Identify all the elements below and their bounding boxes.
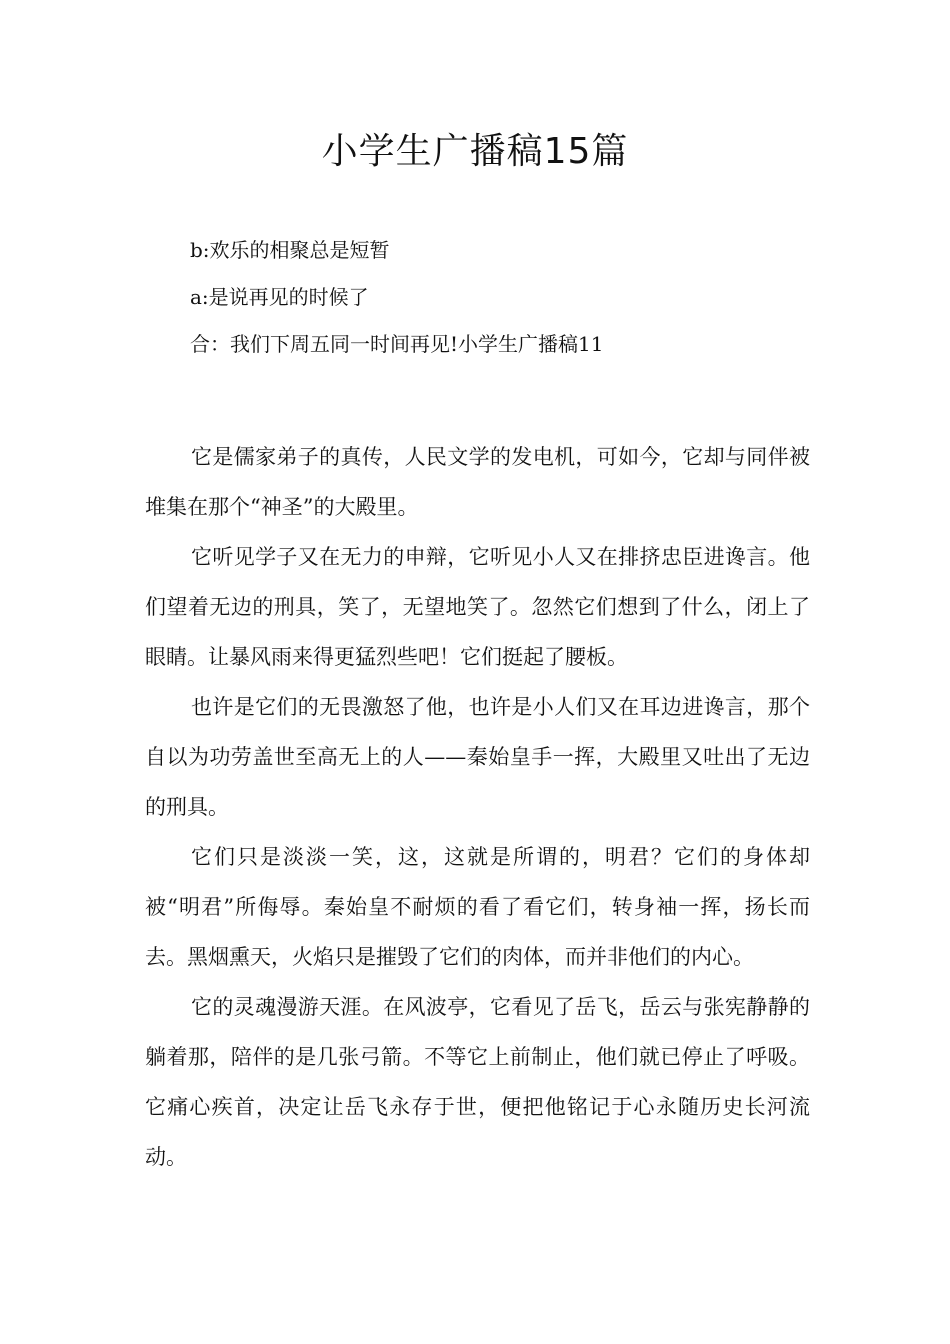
paragraph-4: 它们只是淡淡一笑，这，这就是所谓的，明君？它们的身体却被“明君”所侮辱。秦始皇不耐烦的看了看它们，转身袖一挥，扬长而去。黑烟熏天，火焰只是摧毁了它们的肉体，而并非他们的内心。 bbox=[145, 845, 810, 969]
dialog-line-together: 合：我们下周五同一时间再见!小学生广播稿11 bbox=[190, 332, 604, 356]
paragraph-5: 它的灵魂漫游天涯。在风波亭，它看见了岳飞，岳云与张宪静静的躺着那，陪伴的是几张弓箭。不等它上前制止，他们就已停止了呼吸。它痛心疾首，决定让岳飞永存于世，便把他铭记于心永随历史长河流动。 bbox=[145, 995, 810, 1169]
dialog-line-a: a:是说再见的时候了 bbox=[190, 285, 369, 309]
dialog-line-b: b:欢乐的相聚总是短暂 bbox=[190, 238, 390, 262]
paragraph-3: 也许是它们的无畏激怒了他，也许是小人们又在耳边进谗言，那个自以为功劳盖世至高无上的人——秦始皇手一挥，大殿里又吐出了无边的刑具。 bbox=[145, 695, 810, 819]
dialog-block bbox=[190, 233, 870, 374]
article-body bbox=[145, 432, 810, 1182]
paragraph-1: 它是儒家弟子的真传，人民文学的发电机，可如今，它却与同伴被堆集在那个“神圣”的大殿里。 bbox=[145, 445, 810, 519]
paragraph-2: 它听见学子又在无力的申辩，它听见小人又在排挤忠臣进谗言。他们望着无边的刑具，笑了，无望地笑了。忽然它们想到了什么，闭上了眼睛。让暴风雨来得更猛烈些吧！它们挺起了腰板。 bbox=[145, 545, 810, 669]
document-title: 小学生广播稿15篇 bbox=[321, 131, 629, 172]
